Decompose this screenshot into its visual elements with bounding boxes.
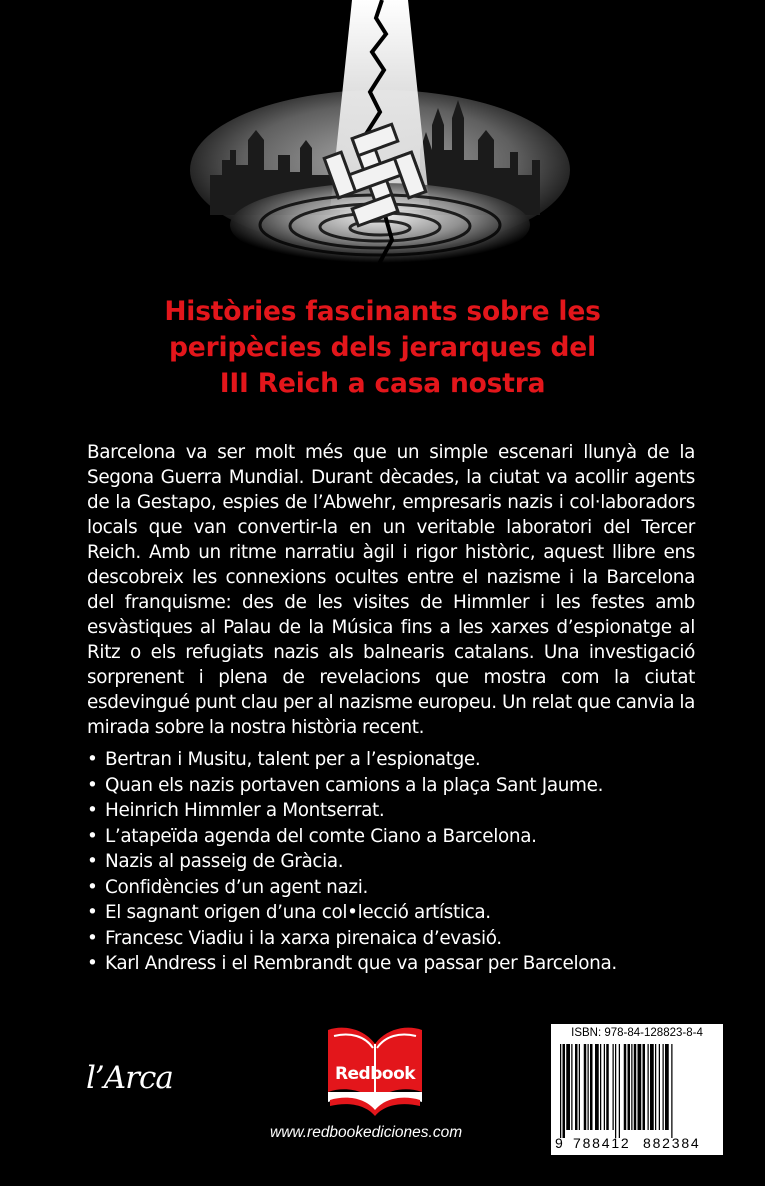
barcode-bar bbox=[590, 1044, 593, 1130]
isbn-label: ISBN: 978-84-128823-8-4 bbox=[571, 1027, 703, 1039]
tagline-line-2: peripècies dels jerarques del bbox=[169, 332, 596, 363]
barcode-bar bbox=[595, 1044, 599, 1130]
ean-right-group: 882384 bbox=[643, 1135, 701, 1151]
list-item: • Francesc Viadiu i la xarxa pirenaica d’evasió. bbox=[87, 926, 727, 952]
imprint-logo: l’Arca bbox=[86, 1060, 173, 1096]
list-item: • L’atapeïda agenda del comte Ciano a Barcelona. bbox=[87, 824, 727, 850]
barcode-bar bbox=[613, 1044, 614, 1130]
barcode-bar bbox=[579, 1044, 580, 1130]
barcode-bar bbox=[665, 1044, 669, 1130]
barcode-bar bbox=[634, 1044, 637, 1130]
list-item: • Confidències d’un agent nazi. bbox=[87, 875, 727, 901]
barcode-bar bbox=[588, 1044, 589, 1130]
list-item: • Bertran i Musitu, talent per a l’espionatge. bbox=[87, 747, 727, 773]
list-item: • Quan els nazis portaven camions a la plaça Sant Jaume. bbox=[87, 773, 727, 799]
tagline-line-1: Històries fascinants sobre les bbox=[164, 296, 601, 327]
tagline bbox=[0, 294, 765, 402]
barcode-bar bbox=[663, 1044, 664, 1130]
barcode-bar bbox=[624, 1044, 627, 1130]
barcode-bar bbox=[650, 1044, 654, 1130]
barcode-bar bbox=[638, 1044, 642, 1130]
barcode-bar bbox=[643, 1044, 646, 1130]
barcode-bars bbox=[560, 1044, 714, 1138]
barcode-bar bbox=[575, 1044, 578, 1130]
barcode-bar bbox=[606, 1044, 609, 1130]
list-item: • Nazis al passeig de Gràcia. bbox=[87, 849, 727, 875]
barcode-bar bbox=[604, 1044, 605, 1130]
list-item: • Karl Andress i el Rembrandt que va passar per Barcelona. bbox=[87, 951, 727, 977]
synopsis-paragraph: Barcelona va ser molt més que un simple escenari llunyà de la Segona Guerra Mundial. Durant dècades, la ciutat va acollir agents de la Gestapo, espies de l’Abwehr, empresaris nazis i col·laboradors locals que van convertir-la en un veritable laboratori del Tercer Reich. Amb un ritme narratiu àgil i rigor històric, aquest llibre ens descobreix les connexions ocultes entre el nazisme i la Barcelona del franquisme: des de les visites de Himmler i les festes amb esvàstiques al Palau de la Música fins a les xarxes d’espionatge al Ritz o els refugiats nazis als balnearis catalans. Una investigació sorprenent i plena de revelacions que mostra com la ciutat esdevingué punt clau per al nazisme europeu. Un relat que canvia la mirada sobre la nostra història recent. bbox=[87, 442, 695, 738]
publisher-website: www.redbookediciones.com bbox=[270, 1124, 463, 1141]
chapter-list bbox=[87, 747, 727, 977]
tagline-line-3: III Reich a casa nostra bbox=[219, 368, 546, 399]
barcode-bar bbox=[615, 1044, 616, 1138]
barcode-bar bbox=[631, 1044, 632, 1130]
barcode-bar bbox=[571, 1044, 572, 1130]
barcode-bar bbox=[655, 1044, 656, 1130]
barcode-bar bbox=[563, 1044, 566, 1138]
barcode-bar bbox=[648, 1044, 649, 1130]
publisher-name: Redbook bbox=[334, 1064, 416, 1084]
ean-first-digit: 9 bbox=[555, 1135, 564, 1151]
barcode-bar bbox=[628, 1044, 631, 1130]
cover-illustration bbox=[0, 0, 765, 290]
ean-left-group: 788412 bbox=[573, 1135, 631, 1151]
barcode-bar bbox=[584, 1044, 587, 1130]
list-item: • El sagnant origen d’una col•lecció artística. bbox=[87, 900, 727, 926]
barcode-bar bbox=[600, 1044, 601, 1130]
barcode bbox=[551, 1024, 723, 1155]
barcode-bar bbox=[560, 1044, 561, 1138]
barcode-bar bbox=[671, 1044, 672, 1138]
barcode-bar bbox=[659, 1044, 660, 1130]
publisher-logo bbox=[320, 1022, 430, 1122]
barcode-bar bbox=[566, 1044, 570, 1130]
barcode-bar bbox=[619, 1044, 620, 1138]
list-item: • Heinrich Himmler a Montserrat. bbox=[87, 798, 727, 824]
